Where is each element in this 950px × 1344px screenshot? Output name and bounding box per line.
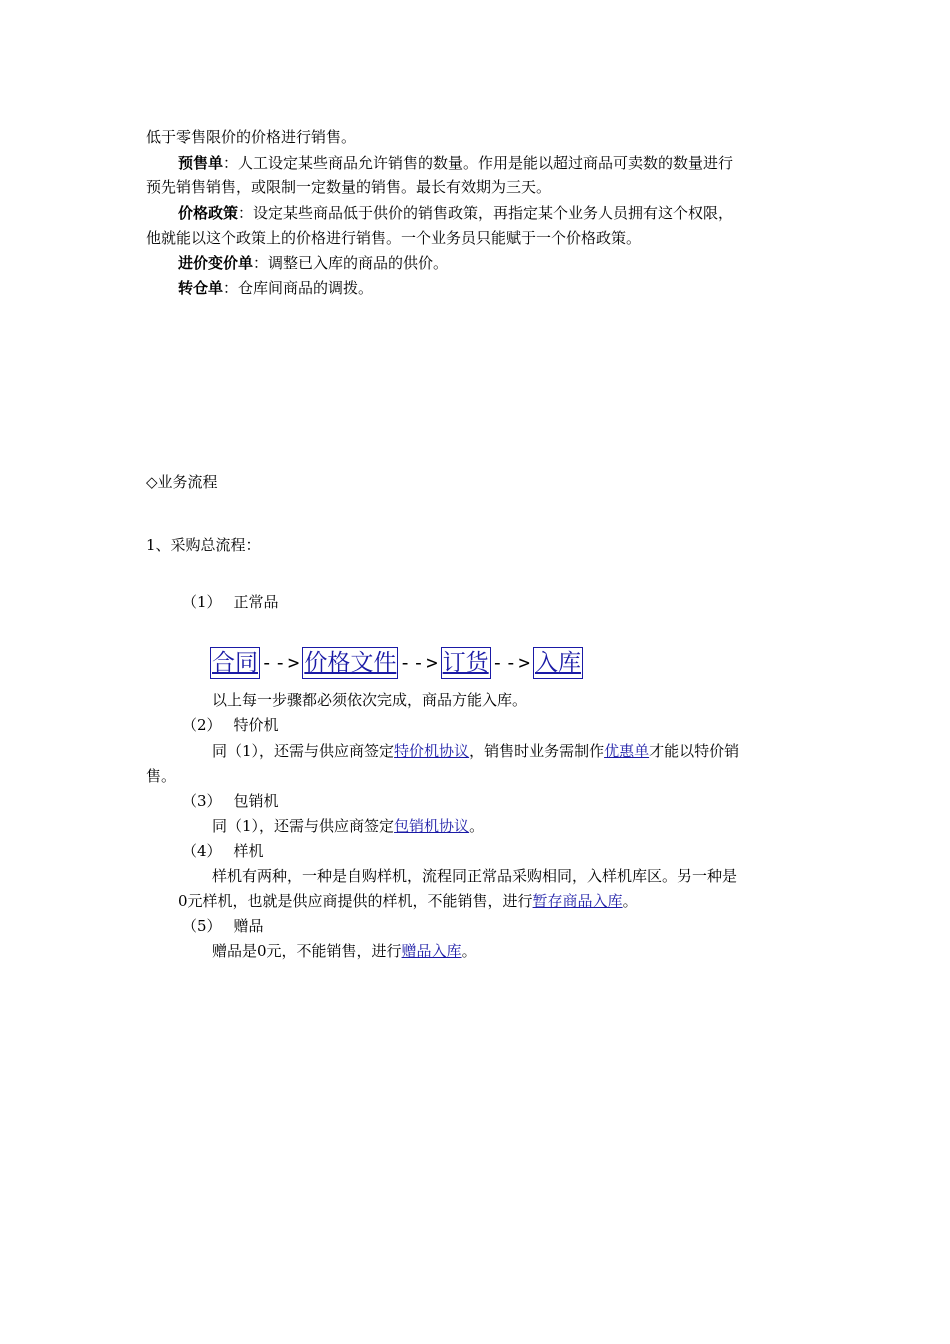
item-1-note: 以上每一步骤都必须依次完成，商品方能入库。 (212, 691, 528, 709)
item-3-body (212, 816, 484, 836)
item-number: （5） (182, 917, 222, 935)
paragraph-transfer (178, 278, 373, 298)
term-presale: 预售单 (178, 154, 224, 172)
paragraph-continuation (146, 127, 356, 147)
paragraph-text: 才能以特价销 (649, 742, 740, 760)
item-2-heading (182, 715, 279, 735)
paragraph-text: 调整已入库的商品的供价。 (268, 254, 449, 272)
item-number: （1） (182, 593, 222, 611)
paragraph-presale-cont (146, 177, 551, 197)
paragraph-price-policy (178, 203, 733, 223)
item-number: （2） (182, 716, 222, 734)
flow-arrow: --> (399, 652, 440, 674)
item-5-body (212, 941, 477, 961)
colon: ： (223, 154, 239, 172)
colon: ： (223, 279, 239, 297)
paragraph-text: 0元样机，也就是供应商提供的样机，不能销售，进行 (178, 892, 533, 910)
flow-step-contract-link[interactable]: 合同 (210, 647, 260, 679)
paragraph-purchase-price-change (178, 253, 448, 273)
purchase-flow-diagram (210, 646, 583, 680)
temporary-goods-stock-in-link[interactable]: 暂存商品入库 (532, 892, 623, 910)
paragraph-text: 他就能以这个政策上的价格进行销售。一个业务员只能赋于一个价格政策。 (146, 229, 642, 247)
paragraph-text: 设定某些商品低于供价的销售政策，再指定某个业务人员拥有这个权限， (253, 204, 734, 222)
flow-step-order-link[interactable]: 订货 (441, 647, 491, 679)
item-title: 赠品 (233, 917, 264, 935)
flow-step-price-file-link[interactable]: 价格文件 (302, 647, 398, 679)
term-transfer: 转仓单 (178, 279, 224, 297)
item-title: 特价机 (233, 716, 279, 734)
item-3-heading (182, 791, 279, 811)
item-4-body: 样机有两种，一种是自购样机，流程同正常品采购相同，入样机库区。另一种是 (212, 867, 738, 885)
exclusive-sale-agreement-link[interactable]: 包销机协议 (394, 817, 470, 835)
item-number: （3） (182, 792, 222, 810)
paragraph-text: 赠品是0元，不能销售，进行 (212, 942, 402, 960)
item-4-heading (182, 841, 264, 861)
item-title: 包销机 (233, 792, 279, 810)
gift-stock-in-link[interactable]: 赠品入库 (401, 942, 462, 960)
flow-arrow: --> (261, 652, 302, 674)
paragraph-text: 。 (461, 942, 477, 960)
discount-form-link[interactable]: 优惠单 (604, 742, 650, 760)
paragraph-text: 预先销售销售，或限制一定数量的销售。最长有效期为三天。 (146, 178, 552, 196)
special-price-agreement-link[interactable]: 特价机协议 (394, 742, 470, 760)
colon: ： (253, 254, 269, 272)
section-subheading: 1、采购总流程： (146, 536, 261, 554)
paragraph-price-policy-cont (146, 228, 641, 248)
section-heading: ◇业务流程 (146, 473, 218, 491)
term-price-policy: 价格政策 (178, 204, 239, 222)
flow-arrow: --> (491, 652, 532, 674)
item-title: 正常品 (233, 593, 279, 611)
paragraph-text: 。 (469, 817, 485, 835)
item-4-body-cont (178, 891, 638, 911)
item-1-heading (182, 592, 279, 612)
flow-step-stock-in-link[interactable]: 入库 (533, 647, 583, 679)
paragraph-text: 。 (622, 892, 638, 910)
paragraph-presale (178, 153, 733, 173)
item-number: （4） (182, 842, 222, 860)
item-title: 样机 (233, 842, 264, 860)
item-2-body (212, 741, 739, 761)
paragraph-text: 人工设定某些商品允许销售的数量。作用是能以超过商品可卖数的数量进行 (238, 154, 734, 172)
item-2-body-cont: 售。 (146, 767, 177, 785)
paragraph-text: 同（1），还需与供应商签定 (212, 817, 395, 835)
paragraph-text: 仓库间商品的调拨。 (238, 279, 374, 297)
term-purchase-price-change: 进价变价单 (178, 254, 254, 272)
item-5-heading (182, 916, 264, 936)
paragraph-text: 同（1），还需与供应商签定 (212, 742, 395, 760)
paragraph-text: ，销售时业务需制作 (469, 742, 605, 760)
paragraph-text: 低于零售限价的价格进行销售。 (146, 128, 357, 146)
colon: ： (238, 204, 254, 222)
